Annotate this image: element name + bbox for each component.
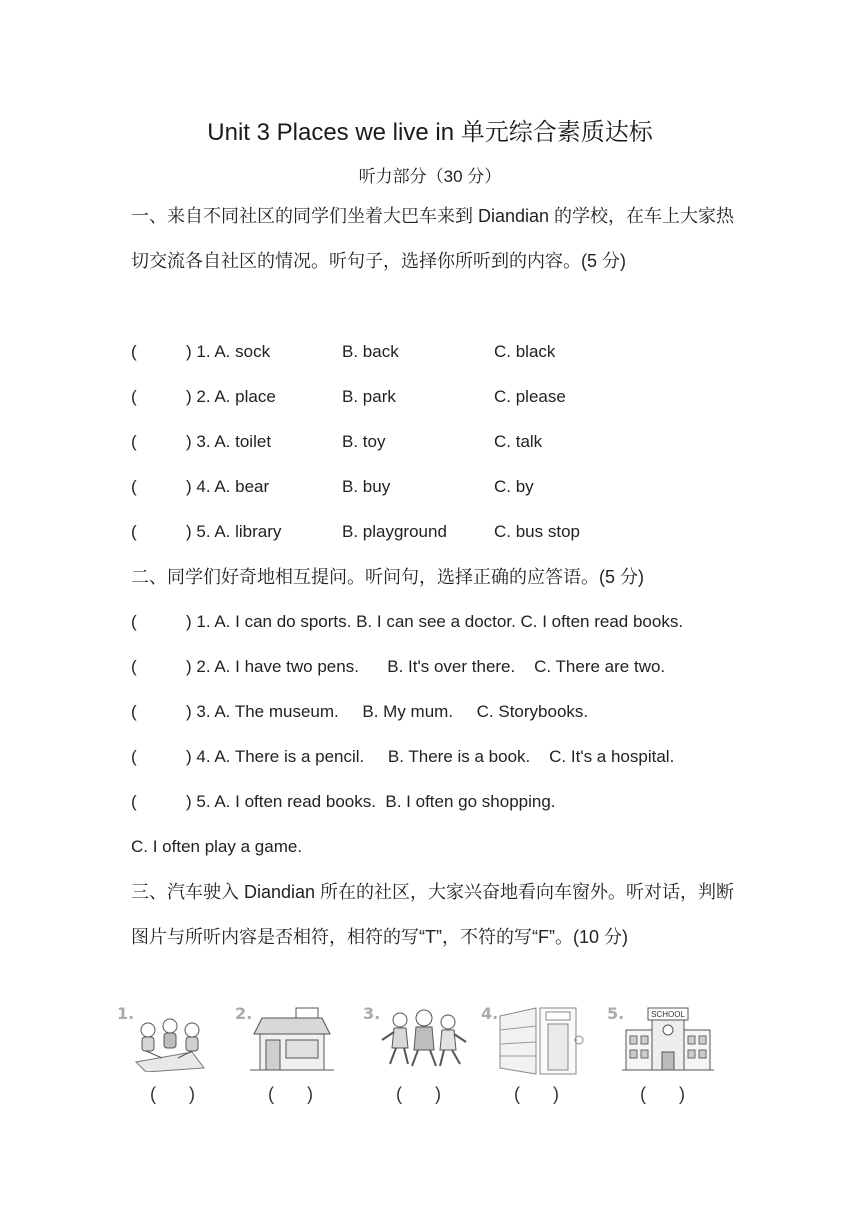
picture-number: 2. bbox=[235, 1004, 253, 1023]
picture-item bbox=[358, 1002, 468, 1112]
question-options: ) 4. A. There is a pencil. B. There is a book. C. It's a hospital. bbox=[186, 747, 675, 766]
picture-number: 1. bbox=[117, 1004, 135, 1023]
question-options: ) 3. A. The museum. B. My mum. C. Storybooks. bbox=[186, 702, 589, 721]
picture-row bbox=[112, 1002, 732, 1112]
picture-item bbox=[230, 1002, 340, 1112]
option-a: ) 4. A. bear bbox=[186, 477, 270, 496]
picture-number: 3. bbox=[363, 1004, 381, 1023]
section3-instruction: 三、汽车驶入 Diandian 所在的社区，大家兴奋地看向车窗外。听对话，判断图片与所听内容是否相符，相符的写“T”，不符的写“F”。(10 分) bbox=[131, 882, 735, 947]
option-c: C. talk bbox=[494, 432, 543, 451]
answer-paren[interactable]: ( bbox=[131, 522, 137, 541]
option-b: B. back bbox=[342, 342, 399, 361]
answer-paren[interactable]: ( bbox=[131, 792, 137, 811]
store-interior-icon bbox=[496, 1006, 584, 1076]
page-subtitle: 听力部分（30 分） bbox=[358, 167, 502, 186]
option-a: ) 5. A. library bbox=[186, 522, 282, 541]
school-sign-text: SCHOOL bbox=[651, 1010, 685, 1019]
option-b: B. buy bbox=[342, 477, 391, 496]
option-c: C. bus stop bbox=[494, 522, 580, 541]
school-building-icon bbox=[622, 1006, 714, 1072]
option-a: ) 2. A. place bbox=[186, 387, 276, 406]
people-dancing-icon bbox=[378, 1006, 468, 1072]
question-options: ) 2. A. I have two pens. B. It's over there. C. There are two. bbox=[186, 657, 666, 676]
section1-instruction: 一、来自不同社区的同学们坐着大巴车来到 Diandian 的学校，在车上大家热切交流各自社区的情况。听句子，选择你所听到的内容。(5 分) bbox=[131, 206, 735, 271]
question-options: ) 1. A. I can do sports. B. I can see a doctor. C. I often read books. bbox=[186, 612, 684, 631]
option-b: B. playground bbox=[342, 522, 447, 541]
section2-instruction: 二、同学们好奇地相互提问。听问句，选择正确的应答语。(5 分) bbox=[131, 567, 644, 587]
option-b: B. toy bbox=[342, 432, 386, 451]
option-a: ) 3. A. toilet bbox=[186, 432, 272, 451]
answer-blank[interactable]: ( ) bbox=[514, 1084, 573, 1104]
option-a: ) 1. A. sock bbox=[186, 342, 271, 361]
answer-paren[interactable]: ( bbox=[131, 477, 137, 496]
shop-building-icon bbox=[250, 1006, 334, 1074]
answer-paren[interactable]: ( bbox=[131, 432, 137, 451]
option-c: C. I often play a game. bbox=[131, 837, 303, 856]
picture-number: 4. bbox=[481, 1004, 499, 1023]
picture-number: 5. bbox=[607, 1004, 625, 1023]
option-b: B. park bbox=[342, 387, 396, 406]
answer-paren[interactable]: ( bbox=[131, 342, 137, 361]
children-picnic-icon bbox=[132, 1006, 208, 1072]
option-c: C. black bbox=[494, 342, 556, 361]
answer-blank[interactable]: ( ) bbox=[268, 1084, 327, 1104]
answer-paren[interactable]: ( bbox=[131, 702, 137, 721]
picture-item bbox=[476, 1002, 586, 1112]
picture-item bbox=[602, 1002, 712, 1112]
answer-paren[interactable]: ( bbox=[131, 747, 137, 766]
answer-blank[interactable]: ( ) bbox=[150, 1084, 209, 1104]
answer-blank[interactable]: ( ) bbox=[640, 1084, 699, 1104]
picture-item bbox=[112, 1002, 222, 1112]
question-options: ) 5. A. I often read books. B. I often go shopping. bbox=[186, 792, 556, 811]
answer-blank[interactable]: ( ) bbox=[396, 1084, 455, 1104]
answer-paren[interactable]: ( bbox=[131, 657, 137, 676]
option-c: C. by bbox=[494, 477, 534, 496]
answer-paren[interactable]: ( bbox=[131, 612, 137, 631]
answer-paren[interactable]: ( bbox=[131, 387, 137, 406]
option-c: C. please bbox=[494, 387, 566, 406]
page-title: Unit 3 Places we live in 单元综合素质达标 bbox=[207, 119, 653, 146]
